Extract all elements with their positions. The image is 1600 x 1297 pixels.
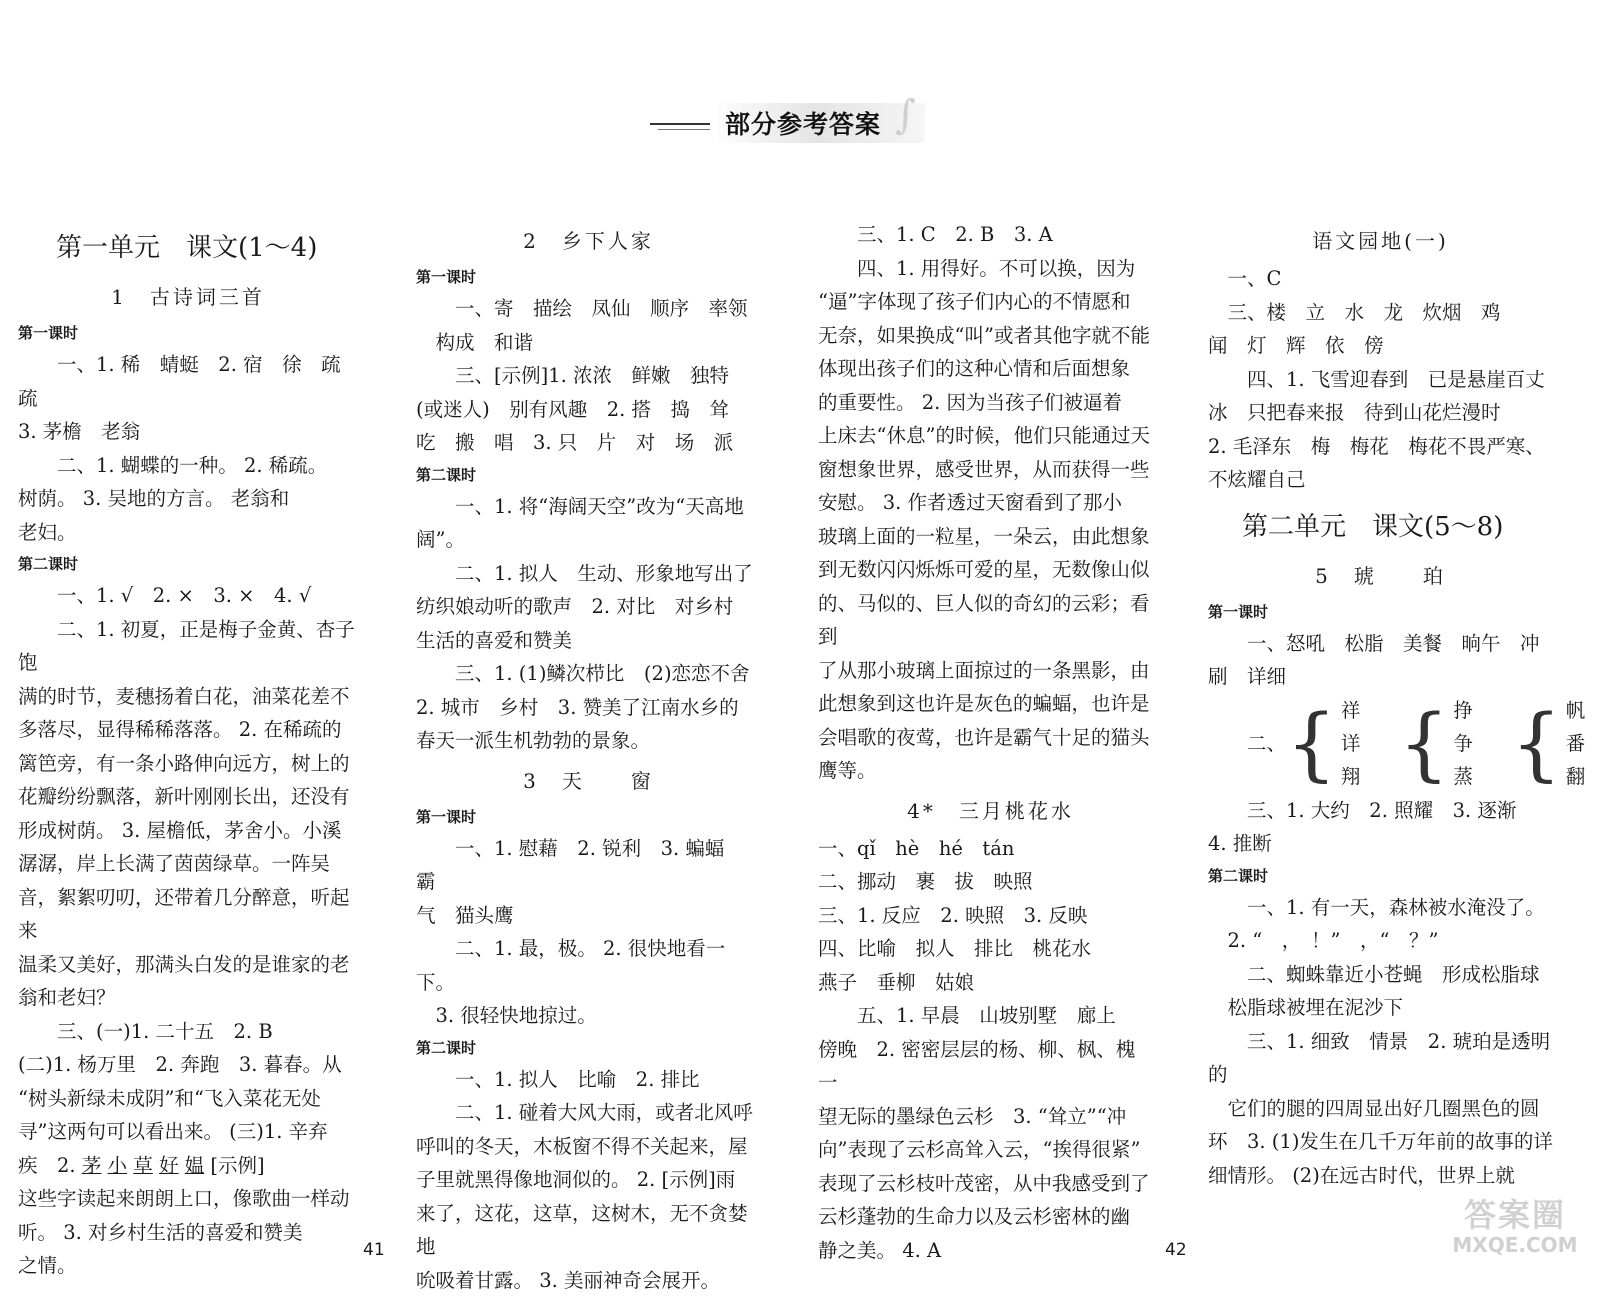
answer-line: 形成树荫。 3. 屋檐低，茅舍小。小溪 [18,814,358,848]
answer-line: 翁和老妇？ [18,981,358,1015]
answer-line: 二、1. 蝴蝶的一种。 2. 稀疏。 [18,449,358,483]
answer-line: 此想象到这也许是灰色的蝙蝠，也许是 [818,687,1163,721]
period-label: 第一课时 [416,262,761,292]
answer-line: 望无际的墨绿色云杉 3. “耸立”“冲 [818,1100,1163,1134]
answer-line: 三、1. (1)鳞次栉比 (2)恋恋不舍 [416,657,761,691]
answer-line: 构成 和谐 [416,326,761,360]
left-brace-icon: { [1398,694,1449,794]
left-brace-icon: { [1286,694,1337,794]
answer-line: 的、马似的、巨人似的奇幻的云彩；看到 [818,587,1163,654]
answer-line: 二、挪动 裹 拔 映照 [818,865,1163,899]
answer-line: 多落尽，显得稀稀落落。 2. 在稀疏的 [18,713,358,747]
answer-line: 来了，这花，这草，这树木，无不贪婪地 [416,1197,761,1264]
answer-line: 燕子 垂柳 姑娘 [818,966,1163,1000]
unit-heading: 第一单元 课文(1～4) [56,228,358,268]
answer-line: 四、比喻 拟人 排比 桃花水 [818,932,1163,966]
answer-line: 三、1. 大约 2. 照耀 3. 逐渐 [1208,794,1553,828]
answer-line: 环 3. (1)发生在几千万年前的故事的详 [1208,1125,1553,1159]
answer-line: 二、1. 最，极。 2. 很快地看一下。 [416,932,761,999]
answer-line: 三、楼 立 水 龙 炊烟 鸡 [1208,296,1553,330]
brace-item: 详 [1341,727,1361,760]
period-label: 第二课时 [416,1033,761,1063]
answer-line: 傍晚 2. 密密层层的杨、柳、枫、槐 一 [818,1033,1163,1100]
answer-line: 一、qǐ hè hé tán [818,832,1163,866]
answer-line: 满的时节，麦穗扬着白花，油菜花差不 [18,680,358,714]
answer-line: 一、怒吼 松脂 美餐 晌午 冲 [1208,627,1553,661]
answer-line: 吮吸着甘露。 3. 美丽神奇会展开。 [416,1264,761,1297]
answer-line: 一、1. 慰藉 2. 锐利 3. 蝙蝠 霸 [416,832,761,899]
brace-group [1398,694,1472,794]
brace-group [1286,694,1360,794]
answer-line: 春天一派生机勃勃的景象。 [416,724,761,758]
underlined-char: 好 [159,1154,179,1177]
period-label: 第一课时 [416,802,761,832]
answer-line: 云杉蓬勃的生命力以及云杉密林的幽 [818,1200,1163,1234]
brace-groups [1247,694,1553,794]
period-label: 第一课时 [1208,597,1553,627]
answer-line: 气 猫头鹰 [416,899,761,933]
answer-line: 了从那小玻璃上面掠过的一条黑影，由 [818,654,1163,688]
lesson-heading: 2 乡下人家 [416,224,761,258]
period-label: 第一课时 [18,318,358,348]
column-4 [1208,218,1553,1192]
answer-line-underlined [18,1149,358,1183]
brace-item: 帆 [1566,694,1586,727]
brace-item: 翔 [1341,760,1361,793]
answer-line: 二、1. 初夏，正是梅子金黄、杏子饱 [18,613,358,680]
answer-line: 子里就黑得像地洞似的。 2. [示例]雨 [416,1163,761,1197]
answer-line: 窗想象世界，感受世界，从而获得一些 [818,453,1163,487]
answer-line: 松脂球被埋在泥沙下 [1208,991,1553,1025]
page-number-right: 42 [1165,1240,1187,1260]
watermark-text: 答案圈 [1440,1200,1590,1230]
answer-line: “树头新绿未成阴”和“飞入菜花无处 [18,1082,358,1116]
answer-line: 2. “ ， ！” ，“ ？” [1208,924,1553,958]
answer-line: 体现出孩子们的这种心情和后面想象 [818,352,1163,386]
brace-item: 蒸 [1453,760,1473,793]
answer-line: 四、1. 用得好。不可以换，因为 [818,252,1163,286]
answer-line: 2. 毛泽东 梅 梅花 梅花不畏严寒、 [1208,430,1553,464]
underlined-char: 小 [108,1154,128,1177]
answer-line: 吃 搬 唱 3. 只 片 对 场 派 [416,426,761,460]
answer-line: 一、1. 将“海阔天空”改为“天高地阔”。 [416,490,761,557]
answer-line: 老妇。 [18,516,358,550]
answer-line: 音，絮絮叨叨，还带着几分醉意，听起来 [18,881,358,948]
answer-line: 闻 灯 辉 依 傍 [1208,329,1553,363]
answer-line: 它们的腿的四周显出好几圈黑色的圆 [1208,1092,1553,1126]
answer-line: (或迷人) 别有风趣 2. 搭 捣 耸 [416,393,761,427]
answer-line: 2. 城市 乡村 3. 赞美了江南水乡的 [416,691,761,725]
unit-heading: 第二单元 课文(5～8) [1242,507,1553,547]
underlined-char: 媪 [185,1154,205,1177]
answer-line: 二、1. 碰着大风大雨，或者北风呼 [416,1096,761,1130]
answer-line: 安慰。 3. 作者透过天窗看到了那小 [818,486,1163,520]
answer-line: 玻璃上面的一粒星，一朵云，由此想象 [818,520,1163,554]
watermark-url: MXQE.COM [1440,1230,1590,1260]
answer-line: 一、C [1208,262,1553,296]
answer-line: 上床去“休息”的时候，他们只能通过天 [818,419,1163,453]
brace-item: 祥 [1341,694,1361,727]
answer-line: 潺潺，岸上长满了茵茵绿草。一阵吴 [18,847,358,881]
answer-line: 3. 茅檐 老翁 [18,415,358,449]
answer-line: 不炫耀自己 [1208,463,1553,497]
answer-line: 三、(一)1. 二十五 2. B [18,1015,358,1049]
answer-line: 篱笆旁，有一条小路伸向远方，树上的 [18,747,358,781]
period-label: 第二课时 [18,549,358,579]
column-3 [818,218,1163,1267]
left-brace-icon: { [1511,694,1562,794]
answer-line: 纺织娘动听的歌声 2. 对比 对乡村 [416,590,761,624]
answer-line: 一、寄 描绘 凤仙 顺序 率领 [416,292,761,326]
answer-line: 到无数闪闪烁烁可爱的星，无数像山似 [818,553,1163,587]
answer-line: 会唱歌的夜莺，也许是霸气十足的猫头 [818,721,1163,755]
answer-line: 二、1. 拟人 生动、形象地写出了 [416,557,761,591]
watermark-logo [1440,1200,1590,1262]
answer-line: 三、1. C 2. B 3. A [818,218,1163,252]
page-title: 部分参考答案 [725,105,881,141]
answer-line: 四、1. 飞雪迎春到 已是悬崖百丈 [1208,363,1553,397]
answer-line: 生活的喜爱和赞美 [416,624,761,658]
garden-heading: 语文园地(一) [1208,224,1553,258]
answer-line: 听。 3. 对乡村生活的喜爱和赞美 [18,1216,358,1250]
answer-line: “逼”字体现了孩子们内心的不情愿和 [818,285,1163,319]
answer-line: 花瓣纷纷飘落，新叶刚刚长出，还没有 [18,780,358,814]
lesson-heading: 5 琥 珀 [1208,559,1553,593]
column-1 [18,218,358,1283]
underlined-char: 草 [133,1154,153,1177]
answer-line: 五、1. 早晨 山坡别墅 廊上 [818,999,1163,1033]
answer-fragment: [示例] [210,1154,264,1177]
brace-item: 挣 [1453,694,1473,727]
lesson-heading: 3 天 窗 [416,764,761,798]
answer-line: 4. 推断 [1208,827,1553,861]
answer-line: 一、1. √ 2. × 3. × 4. √ [18,579,358,613]
answer-line: 一、1. 拟人 比喻 2. 排比 [416,1063,761,1097]
underlined-char: 茅 [82,1154,102,1177]
header-banner [650,95,940,155]
answer-fragment: 疾 2. [18,1154,76,1177]
answer-line: 鹰等。 [818,754,1163,788]
period-label: 第二课时 [1208,861,1553,891]
answer-line: 的重要性。 2. 因为当孩子们被逼着 [818,386,1163,420]
brace-item: 翻 [1566,760,1586,793]
period-label: 第二课时 [416,460,761,490]
answer-line: 寻”这两句可以看出来。 (三)1. 辛弃 [18,1115,358,1149]
brace-group [1511,694,1585,794]
brush-swirl-icon: ∫ [895,95,916,135]
answer-line: 无奈，如果换成“叫”或者其他字就不能 [818,319,1163,353]
answer-line: 一、1. 稀 蜻蜓 2. 宿 徐 疏疏 [18,348,358,415]
answer-line: (二)1. 杨万里 2. 奔跑 3. 暮春。从 [18,1048,358,1082]
answer-line: 向”表现了云杉高耸入云，“挨得很紧” [818,1133,1163,1167]
answer-line: 之情。 [18,1249,358,1283]
answer-line: 表现了云杉枝叶茂密，从中我感受到了 [818,1167,1163,1201]
answer-fragment: 二、 [1247,727,1286,761]
answer-line: 这些字读起来朗朗上口，像歌曲一样动 [18,1182,358,1216]
answer-line: 3. 很轻快地掠过。 [416,999,761,1033]
answer-line: 细情形。 (2)在远古时代，世界上就 [1208,1159,1553,1193]
banner-rule-thin [658,129,713,130]
answer-line: 树荫。 3. 吴地的方言。 老翁和 [18,482,358,516]
answer-line: 刷 详细 [1208,660,1553,694]
answer-line: 三、1. 反应 2. 映照 3. 反映 [818,899,1163,933]
answer-line: 温柔又美好，那满头白发的是谁家的老 [18,948,358,982]
column-2 [416,218,761,1297]
page-number-left: 41 [363,1240,385,1260]
answer-line: 冰 只把春来报 待到山花烂漫时 [1208,396,1553,430]
answer-line: 一、1. 有一天，森林被水淹没了。 [1208,891,1553,925]
brace-item: 争 [1453,727,1473,760]
lesson-heading: 1 古诗词三首 [18,280,358,314]
answer-line: 二、蜘蛛靠近小苍蝇 形成松脂球 [1208,958,1553,992]
answer-line: 静之美。 4. A [818,1234,1163,1268]
answer-line: 呼叫的冬天，木板窗不得不关起来，屋 [416,1130,761,1164]
lesson-heading: 4* 三月桃花水 [818,794,1163,828]
answer-line: 三、1. 细致 情景 2. 琥珀是透明的 [1208,1025,1553,1092]
answer-line: 三、[示例]1. 浓浓 鲜嫩 独特 [416,359,761,393]
brace-item: 番 [1566,727,1586,760]
